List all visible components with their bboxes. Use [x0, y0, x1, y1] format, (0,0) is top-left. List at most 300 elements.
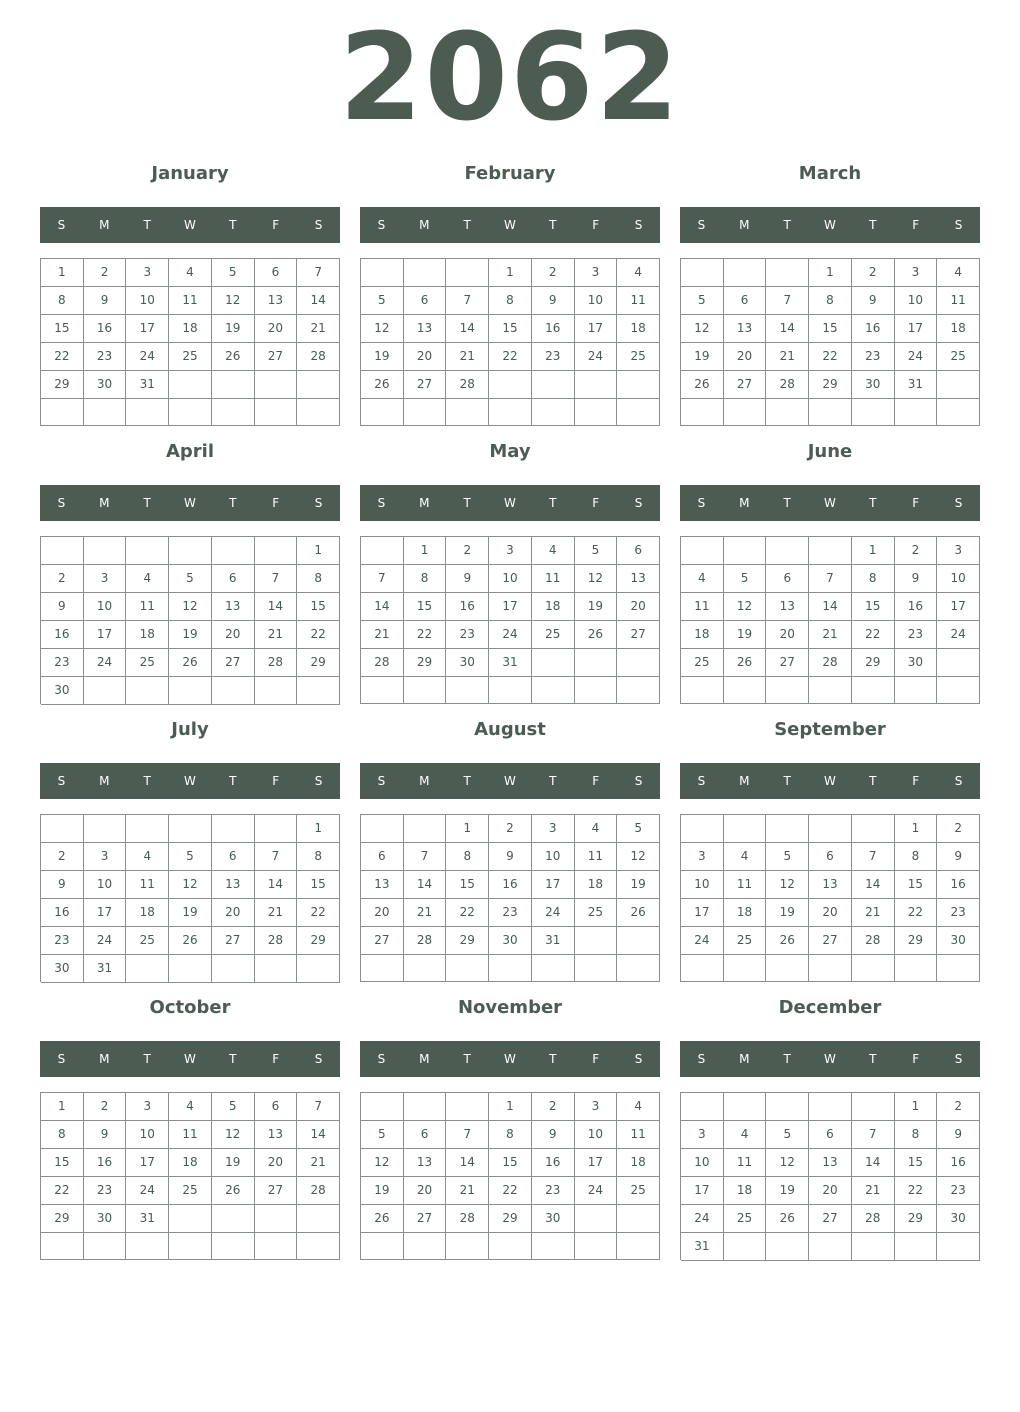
- empty-day-cell: [489, 955, 532, 982]
- day-cell: 14: [297, 287, 340, 315]
- day-cell: 28: [446, 1205, 489, 1233]
- day-cell: 28: [297, 343, 340, 371]
- empty-day-cell: [255, 399, 298, 426]
- day-cell: 12: [681, 315, 724, 343]
- empty-day-cell: [212, 955, 255, 983]
- empty-day-cell: [212, 399, 255, 426]
- day-cell: 11: [532, 565, 575, 593]
- empty-day-cell: [617, 927, 660, 955]
- day-cell: 4: [169, 1093, 212, 1121]
- empty-day-cell: [404, 1233, 447, 1260]
- empty-day-cell: [255, 955, 298, 983]
- day-cell: 28: [361, 649, 404, 677]
- day-cell: 15: [489, 315, 532, 343]
- day-cell: 22: [41, 343, 84, 371]
- day-cell: 10: [84, 593, 127, 621]
- day-cell: 1: [809, 259, 852, 287]
- empty-day-cell: [84, 537, 127, 565]
- weekday-label: F: [592, 774, 600, 788]
- day-cell: 6: [212, 565, 255, 593]
- month-name: June: [807, 441, 853, 462]
- day-cell: 27: [404, 1205, 447, 1233]
- weekday-label: S: [697, 1052, 706, 1066]
- month-name: January: [151, 163, 229, 184]
- weekday-label: F: [272, 774, 280, 788]
- empty-day-cell: [446, 1093, 489, 1121]
- day-cell: 3: [489, 537, 532, 565]
- weekday-label: T: [869, 496, 877, 510]
- empty-day-cell: [169, 1233, 212, 1260]
- day-cell: 6: [404, 287, 447, 315]
- day-cell: 23: [937, 899, 980, 927]
- empty-day-cell: [575, 955, 618, 982]
- empty-day-cell: [852, 955, 895, 982]
- day-cell: 19: [169, 899, 212, 927]
- day-cell: 17: [126, 315, 169, 343]
- day-cell: 12: [361, 1149, 404, 1177]
- empty-day-cell: [212, 815, 255, 843]
- day-cell: 9: [489, 843, 532, 871]
- empty-day-cell: [809, 399, 852, 426]
- day-cell: 16: [41, 899, 84, 927]
- day-cell: 19: [361, 343, 404, 371]
- empty-day-cell: [809, 815, 852, 843]
- day-cell: 10: [489, 565, 532, 593]
- empty-day-cell: [852, 1233, 895, 1261]
- day-cell: 2: [937, 1093, 980, 1121]
- empty-day-cell: [937, 955, 980, 982]
- day-cell: 4: [937, 259, 980, 287]
- weekday-label: T: [143, 774, 151, 788]
- day-grid: [40, 814, 340, 982]
- weekday-label: F: [592, 1052, 600, 1066]
- weekday-header: [680, 763, 980, 799]
- weekday-label: T: [869, 1052, 877, 1066]
- day-cell: 23: [84, 343, 127, 371]
- day-cell: 5: [169, 565, 212, 593]
- day-cell: 21: [297, 1149, 340, 1177]
- day-cell: 21: [766, 343, 809, 371]
- day-cell: 14: [809, 593, 852, 621]
- day-cell: 30: [852, 371, 895, 399]
- day-cell: 13: [361, 871, 404, 899]
- day-cell: 5: [361, 1121, 404, 1149]
- day-cell: 15: [41, 315, 84, 343]
- day-cell: 4: [617, 259, 660, 287]
- weekday-header: [680, 485, 980, 521]
- day-grid: [680, 1092, 980, 1260]
- day-cell: 30: [895, 649, 938, 677]
- day-cell: 9: [532, 1121, 575, 1149]
- day-cell: 9: [41, 593, 84, 621]
- empty-day-cell: [212, 677, 255, 705]
- day-cell: 2: [489, 815, 532, 843]
- day-cell: 25: [126, 927, 169, 955]
- day-cell: 28: [852, 1205, 895, 1233]
- empty-day-cell: [617, 677, 660, 704]
- empty-day-cell: [809, 677, 852, 704]
- day-cell: 12: [575, 565, 618, 593]
- day-cell: 21: [255, 899, 298, 927]
- empty-day-cell: [809, 1093, 852, 1121]
- day-cell: 14: [852, 871, 895, 899]
- weekday-label: T: [229, 218, 237, 232]
- day-cell: 15: [446, 871, 489, 899]
- day-cell: 1: [404, 537, 447, 565]
- day-cell: 20: [361, 899, 404, 927]
- weekday-label: S: [57, 496, 66, 510]
- weekday-label: T: [869, 774, 877, 788]
- day-cell: 8: [446, 843, 489, 871]
- day-cell: 3: [937, 537, 980, 565]
- day-cell: 8: [41, 287, 84, 315]
- empty-day-cell: [169, 537, 212, 565]
- day-cell: 4: [126, 565, 169, 593]
- day-cell: 16: [489, 871, 532, 899]
- weekday-header: [40, 207, 340, 243]
- day-cell: 3: [575, 1093, 618, 1121]
- day-cell: 30: [489, 927, 532, 955]
- weekday-label: T: [463, 774, 471, 788]
- day-grid: [40, 1092, 340, 1260]
- day-cell: 25: [126, 649, 169, 677]
- day-cell: 22: [809, 343, 852, 371]
- day-cell: 22: [895, 899, 938, 927]
- day-cell: 16: [532, 315, 575, 343]
- day-cell: 23: [937, 1177, 980, 1205]
- empty-day-cell: [724, 537, 767, 565]
- day-cell: 23: [532, 1177, 575, 1205]
- empty-day-cell: [681, 677, 724, 704]
- day-cell: 10: [575, 1121, 618, 1149]
- weekday-label: W: [184, 774, 196, 788]
- day-cell: 6: [809, 1121, 852, 1149]
- day-cell: 30: [937, 927, 980, 955]
- empty-day-cell: [84, 815, 127, 843]
- day-cell: 4: [724, 1121, 767, 1149]
- month-name: November: [457, 997, 563, 1018]
- day-cell: 10: [532, 843, 575, 871]
- day-cell: 4: [575, 815, 618, 843]
- weekday-label: T: [549, 218, 557, 232]
- empty-day-cell: [489, 371, 532, 399]
- empty-day-cell: [404, 399, 447, 426]
- day-cell: 8: [297, 843, 340, 871]
- day-cell: 6: [766, 565, 809, 593]
- day-cell: 24: [489, 621, 532, 649]
- empty-day-cell: [41, 815, 84, 843]
- day-cell: 21: [255, 621, 298, 649]
- weekday-label: S: [377, 774, 386, 788]
- weekday-label: T: [783, 774, 791, 788]
- day-cell: 12: [617, 843, 660, 871]
- day-cell: 16: [852, 315, 895, 343]
- weekday-label: S: [377, 1052, 386, 1066]
- empty-day-cell: [724, 1233, 767, 1261]
- empty-day-cell: [895, 1233, 938, 1261]
- empty-day-cell: [852, 399, 895, 426]
- day-cell: 8: [895, 843, 938, 871]
- empty-day-cell: [681, 259, 724, 287]
- day-cell: 16: [937, 1149, 980, 1177]
- weekday-label: M: [99, 1052, 110, 1066]
- day-cell: 26: [681, 371, 724, 399]
- empty-day-cell: [404, 677, 447, 704]
- weekday-label: S: [697, 774, 706, 788]
- day-grid: [360, 536, 660, 704]
- empty-day-cell: [489, 677, 532, 704]
- empty-day-cell: [895, 399, 938, 426]
- day-cell: 5: [617, 815, 660, 843]
- day-cell: 18: [724, 1177, 767, 1205]
- day-cell: 20: [809, 1177, 852, 1205]
- day-cell: 20: [255, 315, 298, 343]
- day-cell: 27: [212, 649, 255, 677]
- day-cell: 11: [724, 1149, 767, 1177]
- day-cell: 4: [532, 537, 575, 565]
- day-cell: 19: [575, 593, 618, 621]
- day-cell: 24: [937, 621, 980, 649]
- day-grid: [360, 1092, 660, 1260]
- empty-day-cell: [937, 677, 980, 704]
- day-cell: 28: [766, 371, 809, 399]
- day-cell: 17: [681, 1177, 724, 1205]
- day-cell: 11: [617, 1121, 660, 1149]
- empty-day-cell: [575, 1233, 618, 1260]
- day-cell: 26: [617, 899, 660, 927]
- day-cell: 26: [766, 927, 809, 955]
- empty-day-cell: [809, 1233, 852, 1261]
- day-cell: 20: [255, 1149, 298, 1177]
- empty-day-cell: [617, 1205, 660, 1233]
- day-cell: 15: [852, 593, 895, 621]
- day-cell: 7: [297, 259, 340, 287]
- day-cell: 27: [724, 371, 767, 399]
- empty-day-cell: [126, 1233, 169, 1260]
- day-cell: 21: [446, 1177, 489, 1205]
- empty-day-cell: [575, 927, 618, 955]
- day-cell: 6: [809, 843, 852, 871]
- day-cell: 2: [41, 565, 84, 593]
- day-cell: 15: [41, 1149, 84, 1177]
- empty-day-cell: [937, 371, 980, 399]
- empty-day-cell: [255, 1233, 298, 1260]
- month-name: December: [778, 997, 882, 1018]
- day-cell: 20: [404, 343, 447, 371]
- day-cell: 4: [681, 565, 724, 593]
- day-cell: 27: [212, 927, 255, 955]
- day-cell: 26: [169, 649, 212, 677]
- empty-day-cell: [361, 1233, 404, 1260]
- month-name: May: [489, 441, 531, 462]
- day-cell: 11: [681, 593, 724, 621]
- weekday-header: [360, 1041, 660, 1077]
- day-cell: 19: [681, 343, 724, 371]
- empty-day-cell: [681, 537, 724, 565]
- empty-day-cell: [404, 815, 447, 843]
- empty-day-cell: [361, 677, 404, 704]
- empty-day-cell: [169, 955, 212, 983]
- day-cell: 14: [446, 1149, 489, 1177]
- day-cell: 2: [852, 259, 895, 287]
- day-grid: [40, 536, 340, 704]
- day-cell: 1: [895, 815, 938, 843]
- day-cell: 13: [212, 593, 255, 621]
- day-cell: 18: [575, 871, 618, 899]
- day-cell: 7: [255, 843, 298, 871]
- day-cell: 27: [766, 649, 809, 677]
- empty-day-cell: [766, 259, 809, 287]
- empty-day-cell: [575, 399, 618, 426]
- day-cell: 29: [41, 1205, 84, 1233]
- weekday-label: S: [57, 1052, 66, 1066]
- day-cell: 10: [126, 1121, 169, 1149]
- day-cell: 6: [255, 1093, 298, 1121]
- day-cell: 10: [895, 287, 938, 315]
- day-cell: 3: [895, 259, 938, 287]
- empty-day-cell: [361, 399, 404, 426]
- weekday-label: M: [419, 496, 430, 510]
- day-cell: 15: [895, 871, 938, 899]
- day-cell: 18: [126, 899, 169, 927]
- day-cell: 17: [575, 315, 618, 343]
- weekday-header: [360, 207, 660, 243]
- day-cell: 2: [84, 259, 127, 287]
- day-cell: 24: [84, 927, 127, 955]
- day-cell: 23: [852, 343, 895, 371]
- day-cell: 25: [532, 621, 575, 649]
- day-cell: 9: [895, 565, 938, 593]
- day-cell: 31: [895, 371, 938, 399]
- weekday-label: F: [912, 218, 920, 232]
- weekday-label: S: [634, 218, 643, 232]
- day-cell: 9: [937, 843, 980, 871]
- day-cell: 19: [212, 315, 255, 343]
- day-cell: 13: [724, 315, 767, 343]
- day-cell: 30: [41, 955, 84, 983]
- empty-day-cell: [41, 1233, 84, 1260]
- weekday-label: S: [634, 496, 643, 510]
- day-cell: 23: [41, 649, 84, 677]
- day-cell: 15: [895, 1149, 938, 1177]
- day-cell: 8: [489, 287, 532, 315]
- empty-day-cell: [575, 677, 618, 704]
- day-cell: 29: [446, 927, 489, 955]
- empty-day-cell: [617, 371, 660, 399]
- day-cell: 6: [212, 843, 255, 871]
- empty-day-cell: [895, 955, 938, 982]
- day-cell: 29: [895, 1205, 938, 1233]
- day-cell: 22: [297, 621, 340, 649]
- weekday-label: S: [954, 218, 963, 232]
- empty-day-cell: [532, 649, 575, 677]
- weekday-label: S: [954, 1052, 963, 1066]
- day-cell: 3: [126, 259, 169, 287]
- weekday-label: F: [592, 496, 600, 510]
- day-cell: 19: [169, 621, 212, 649]
- weekday-header: [360, 485, 660, 521]
- day-cell: 15: [404, 593, 447, 621]
- empty-day-cell: [724, 677, 767, 704]
- day-cell: 31: [532, 927, 575, 955]
- empty-day-cell: [617, 399, 660, 426]
- day-cell: 27: [617, 621, 660, 649]
- empty-day-cell: [489, 1233, 532, 1260]
- month-name: April: [165, 441, 215, 462]
- day-cell: 7: [809, 565, 852, 593]
- empty-day-cell: [724, 259, 767, 287]
- day-cell: 24: [126, 1177, 169, 1205]
- day-cell: 30: [446, 649, 489, 677]
- day-cell: 22: [446, 899, 489, 927]
- day-cell: 20: [809, 899, 852, 927]
- day-cell: 18: [617, 315, 660, 343]
- day-cell: 21: [404, 899, 447, 927]
- day-cell: 27: [809, 1205, 852, 1233]
- day-cell: 23: [895, 621, 938, 649]
- weekday-label: T: [229, 496, 237, 510]
- day-cell: 22: [489, 1177, 532, 1205]
- day-cell: 11: [575, 843, 618, 871]
- day-cell: 13: [255, 287, 298, 315]
- weekday-label: T: [549, 774, 557, 788]
- day-cell: 11: [126, 871, 169, 899]
- day-cell: 16: [41, 621, 84, 649]
- day-cell: 25: [617, 1177, 660, 1205]
- day-cell: 14: [766, 315, 809, 343]
- day-cell: 9: [937, 1121, 980, 1149]
- empty-day-cell: [255, 815, 298, 843]
- day-cell: 8: [895, 1121, 938, 1149]
- empty-day-cell: [532, 955, 575, 982]
- empty-day-cell: [809, 955, 852, 982]
- day-cell: 25: [169, 1177, 212, 1205]
- day-cell: 6: [255, 259, 298, 287]
- day-grid: [360, 814, 660, 982]
- empty-day-cell: [361, 259, 404, 287]
- day-cell: 10: [681, 1149, 724, 1177]
- day-grid: [680, 814, 980, 982]
- day-cell: 10: [126, 287, 169, 315]
- empty-day-cell: [532, 677, 575, 704]
- empty-day-cell: [126, 955, 169, 983]
- day-cell: 13: [809, 1149, 852, 1177]
- day-cell: 3: [681, 1121, 724, 1149]
- day-cell: 4: [169, 259, 212, 287]
- day-cell: 8: [297, 565, 340, 593]
- weekday-label: S: [634, 1052, 643, 1066]
- day-cell: 24: [681, 1205, 724, 1233]
- day-cell: 18: [532, 593, 575, 621]
- weekday-label: T: [783, 218, 791, 232]
- day-cell: 24: [84, 649, 127, 677]
- day-cell: 16: [937, 871, 980, 899]
- empty-day-cell: [766, 537, 809, 565]
- day-cell: 1: [852, 537, 895, 565]
- empty-day-cell: [297, 1233, 340, 1260]
- weekday-label: M: [419, 1052, 430, 1066]
- day-cell: 27: [255, 343, 298, 371]
- day-cell: 30: [41, 677, 84, 705]
- day-cell: 24: [532, 899, 575, 927]
- day-cell: 14: [852, 1149, 895, 1177]
- day-cell: 21: [297, 315, 340, 343]
- weekday-label: T: [229, 774, 237, 788]
- weekday-label: T: [549, 496, 557, 510]
- empty-day-cell: [766, 815, 809, 843]
- day-cell: 3: [532, 815, 575, 843]
- empty-day-cell: [681, 1093, 724, 1121]
